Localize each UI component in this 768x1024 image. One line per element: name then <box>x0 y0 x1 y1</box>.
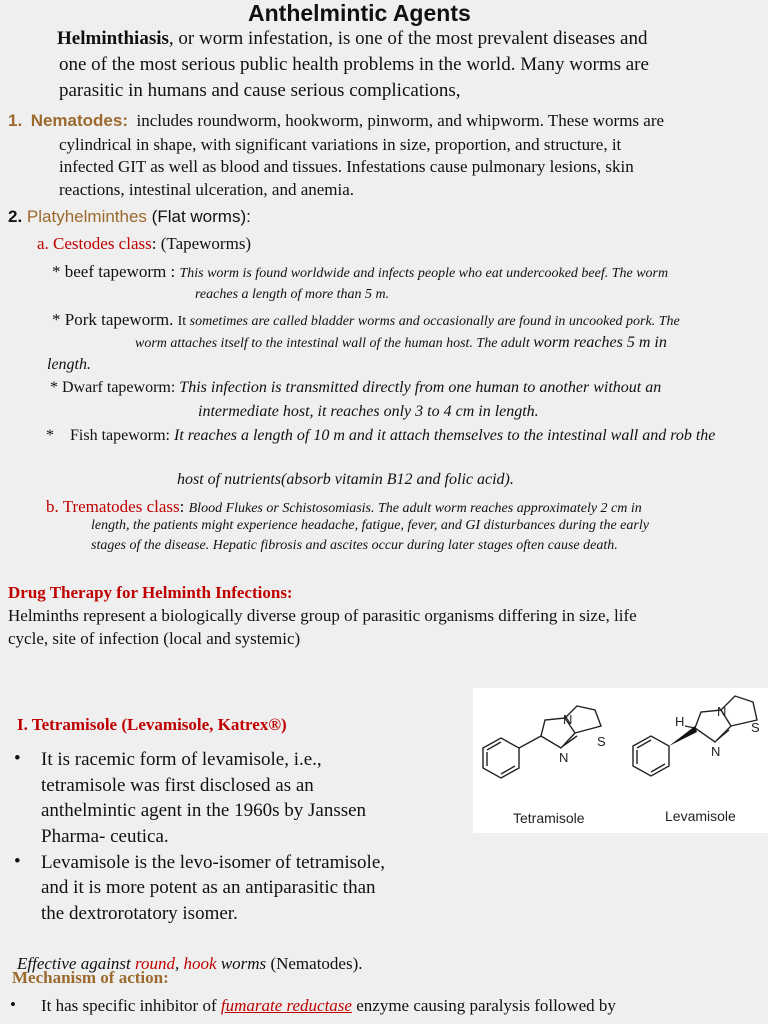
atom-n-left-bottom: N <box>559 750 569 765</box>
effective-against-line: Effective against round, hook worms (Nematodes). <box>17 954 363 973</box>
tetramisole-bullet-1-line-3: anthelmintic agent in the 1960s by Janssen <box>41 800 367 821</box>
mechanism-bullet-1: It has specific inhibitor of fumarate reductase enzyme causing paralysis followed by <box>41 996 616 1015</box>
drug-therapy-line-2: cycle, site of infection (local and systemic) <box>8 629 301 648</box>
nematodes-line-3: infected GIT as well as blood and tissues. Infestations cause pulmonary lesions, skin <box>59 157 634 176</box>
wedge-bond <box>669 726 697 746</box>
trematodes-label: b. Trematodes class <box>46 497 180 516</box>
benzene-ring-right <box>633 736 669 776</box>
mechanism-heading: Mechanism of action: <box>12 968 169 987</box>
trematodes-line-3: stages of the disease. Hepatic fibrosis and ascites occur during later stages often cause death. <box>91 538 618 553</box>
tetramisole-bullet-1-line-4: Pharma- ceutica. <box>41 826 169 847</box>
drug-therapy-line-1: Helminths represent a biologically diverse group of parasitic organisms differing in size, life <box>8 606 637 625</box>
dwarf-tapeworm-line-2: intermediate host, it reaches only 3 to 4 cm in length. <box>198 403 539 420</box>
fumarate-reductase-link[interactable]: fumarate reductase <box>220 996 352 1015</box>
tetramisole-heading: I. Tetramisole (Levamisole, Katrex®) <box>17 715 287 734</box>
tetramisole-bullet-2-line-2: and it is more potent as an antiparasitic than <box>41 877 376 898</box>
intro-line-2: one of the most serious public health problems in the world. Many worms are <box>59 54 649 75</box>
chemical-structure-figure <box>473 688 768 833</box>
structure-svg <box>473 688 768 833</box>
atom-n-left-top: N <box>563 712 573 727</box>
atom-s-left: S <box>597 734 606 749</box>
label-levamisole: Levamisole <box>665 808 736 824</box>
platyhelminthes-heading: 2. Platyhelminthes (Flat worms): <box>8 207 251 226</box>
cestodes-heading: a. Cestodes class: (Tapeworms) <box>37 234 252 253</box>
drug-therapy-heading: Drug Therapy for Helminth Infections: <box>8 583 293 602</box>
trematodes-line-2: length, the patients might experience headache, fatigue, fever, and GI disturbances during the early <box>91 518 649 533</box>
pork-tapeworm-line-3: length. <box>47 356 91 373</box>
label-tetramisole: Tetramisole <box>513 810 585 826</box>
dwarf-tapeworm-line-1: * Dwarf tapeworm: This infection is transmitted directly from one human to another without an <box>50 379 662 396</box>
page-title: Anthelmintic Agents <box>248 0 471 26</box>
pork-tapeworm-line-2: worm attaches itself to the intestinal wall of the human host. The adult worm reaches 5 m in <box>135 334 667 351</box>
nematodes-line-4: reactions, intestinal ulceration, and anemia. <box>59 180 355 199</box>
tetramisole-bullet-1-line-2: tetramisole was first disclosed as an <box>41 775 314 796</box>
benzene-ring-left <box>483 738 519 778</box>
bullet-dot-3: • <box>10 995 16 1014</box>
atom-s-right: S <box>751 720 760 735</box>
tetramisole-bullet-1-line-1: It is racemic form of levamisole, i.e., <box>41 749 322 770</box>
atom-n-right-bottom: N <box>711 744 721 759</box>
fish-tapeworm-line-1: * Fish tapeworm: It reaches a length of 10 m and it attach themselves to the intestinal wall and rob the <box>46 427 716 444</box>
atom-n-right-top: N <box>717 704 727 719</box>
atom-h-right: H <box>675 714 685 729</box>
tetramisole-bullet-2-line-1: Levamisole is the levo-isomer of tetramisole, <box>41 852 386 873</box>
pork-tapeworm-line-1: * Pork tapeworm. It sometimes are called bladder worms and occasionally are found in uncooked pork. The <box>52 310 680 329</box>
bullet-dot-2: • <box>14 851 21 872</box>
beef-tapeworm-line-1: * beef tapeworm : This worm is found worldwide and infects people who eat undercooked beef. The worm <box>52 262 669 281</box>
intro-term: Helminthiasis <box>57 28 169 49</box>
beef-tapeworm-line-2: reaches a length of more than 5 m. <box>195 287 390 302</box>
nematodes-line-2: cylindrical in shape, with significant variations in size, proportion, and structure, it <box>59 135 622 154</box>
tetramisole-bullet-2-line-3: the dextrorotatory isomer. <box>41 903 238 924</box>
trematodes-line-1: b. Trematodes class: Blood Flukes or Schistosomiasis. The adult worm reaches approximately 2 cm in <box>46 497 642 516</box>
nematodes-label: Nematodes: <box>30 111 128 130</box>
fish-tapeworm-line-2: host of nutrients(absorb vitamin B12 and folic acid). <box>177 471 514 488</box>
intro-line-3: parasitic in humans and cause serious complications, <box>59 80 461 101</box>
platyhelminthes-label: Platyhelminthes <box>26 207 147 226</box>
nematodes-line-1: 1. Nematodes: includes roundworm, hookworm, pinworm, and whipworm. These worms are <box>8 111 665 130</box>
intro-line-1: Helminthiasis, or worm infestation, is one of the most prevalent diseases and <box>57 28 648 49</box>
bullet-dot-1: • <box>14 748 21 769</box>
